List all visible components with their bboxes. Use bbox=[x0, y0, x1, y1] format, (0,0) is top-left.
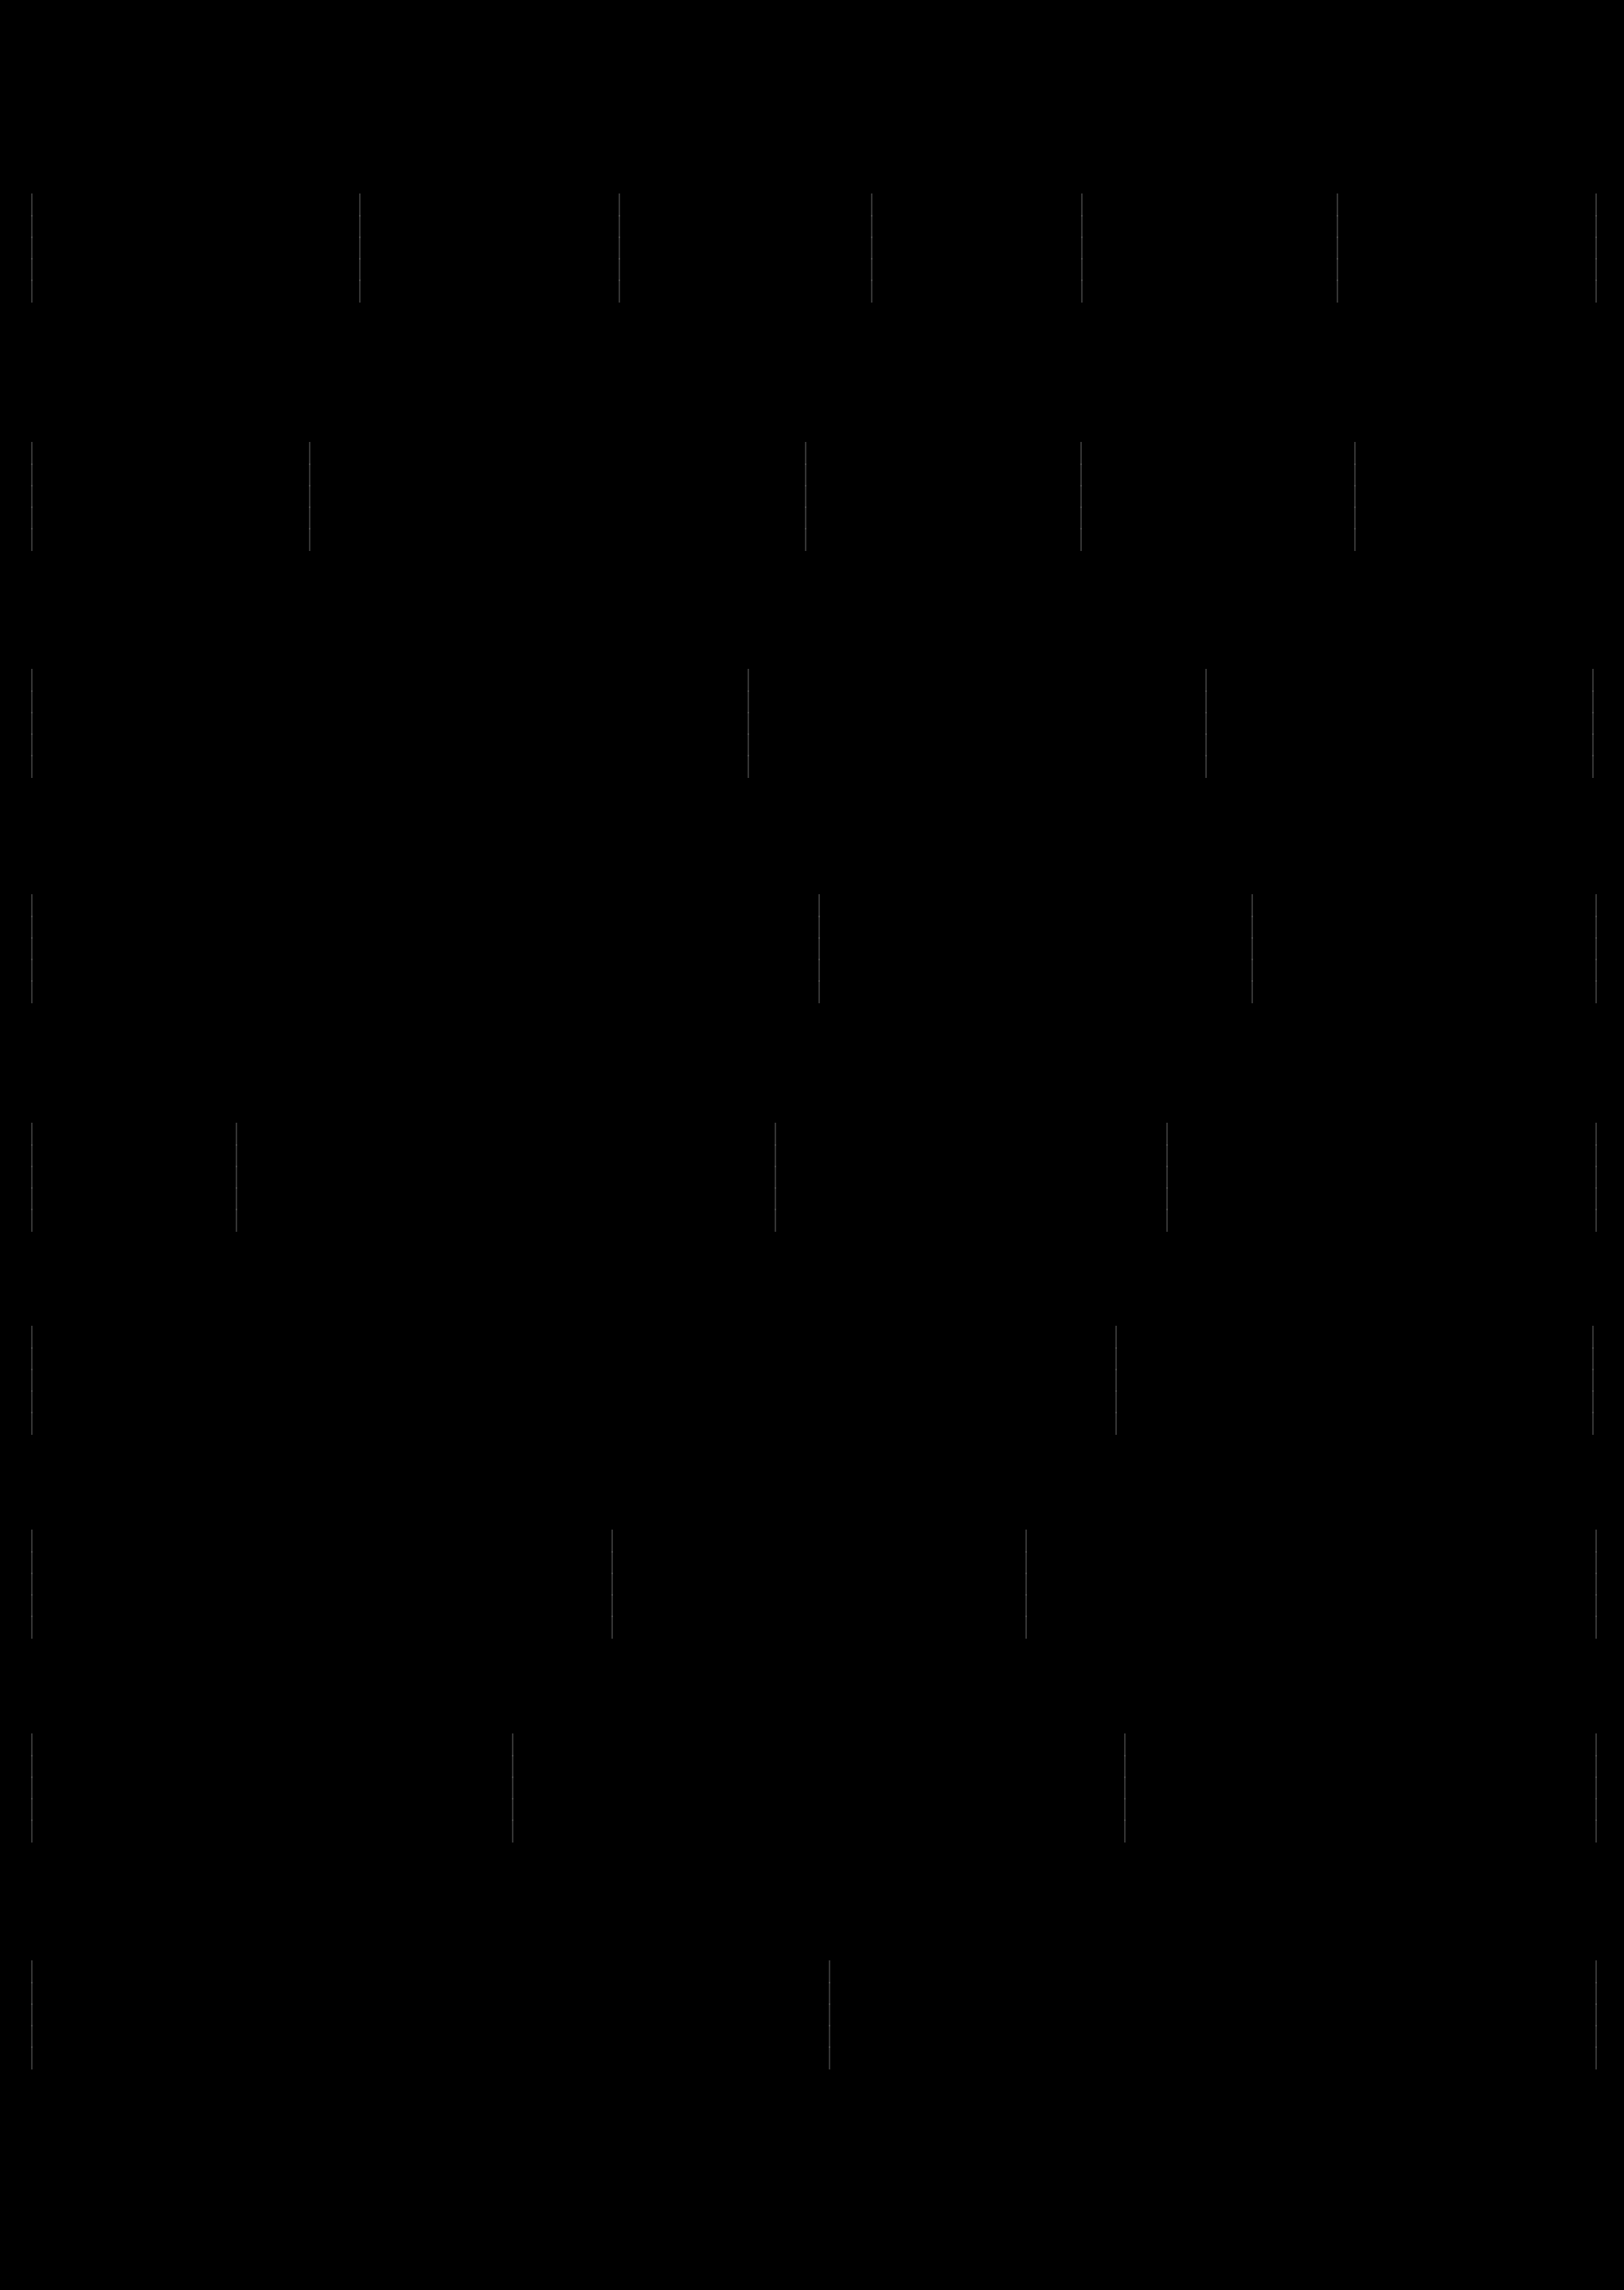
line-notch bbox=[31, 1776, 33, 1778]
line-notch bbox=[31, 215, 33, 217]
vertical-line bbox=[31, 894, 33, 1003]
line-notch bbox=[1081, 258, 1083, 260]
line-notch bbox=[1081, 236, 1083, 238]
line-notch bbox=[1251, 980, 1253, 982]
line-notch bbox=[236, 1187, 237, 1189]
line-notch bbox=[775, 1144, 776, 1146]
line-notch bbox=[31, 733, 33, 735]
line-notch bbox=[805, 528, 806, 530]
line-notch bbox=[1337, 215, 1338, 217]
vertical-line bbox=[871, 193, 873, 303]
line-notch bbox=[775, 1209, 776, 1210]
line-notch bbox=[611, 1551, 613, 1553]
line-notch bbox=[1251, 959, 1253, 960]
vertical-line bbox=[1080, 442, 1082, 551]
line-notch bbox=[1595, 1982, 1597, 1983]
line-notch bbox=[31, 528, 33, 530]
vertical-line bbox=[1595, 1960, 1597, 2069]
line-notch bbox=[1115, 1369, 1117, 1370]
vertical-line bbox=[31, 669, 33, 778]
line-notch bbox=[1354, 528, 1356, 530]
vertical-line bbox=[1595, 1733, 1597, 1843]
line-notch bbox=[31, 236, 33, 238]
line-notch bbox=[1205, 690, 1207, 692]
line-notch bbox=[1592, 1390, 1594, 1392]
line-notch bbox=[1595, 1594, 1597, 1596]
line-notch bbox=[1592, 1347, 1594, 1349]
line-notch bbox=[512, 1819, 513, 1821]
line-notch bbox=[31, 1819, 33, 1821]
line-notch bbox=[31, 1573, 33, 1574]
line-notch bbox=[775, 1187, 776, 1189]
vertical-line bbox=[31, 1326, 33, 1435]
line-notch bbox=[1080, 485, 1082, 487]
line-notch bbox=[1595, 937, 1597, 939]
vertical-line bbox=[1166, 1123, 1168, 1232]
line-notch bbox=[1592, 1412, 1594, 1413]
vertical-line bbox=[359, 193, 361, 303]
line-notch bbox=[1592, 733, 1594, 735]
line-notch bbox=[805, 506, 806, 508]
line-notch bbox=[748, 690, 749, 692]
vertical-line bbox=[748, 669, 749, 778]
line-notch bbox=[31, 1144, 33, 1146]
vertical-line bbox=[31, 193, 33, 303]
line-notch bbox=[1081, 279, 1083, 281]
line-notch bbox=[1595, 236, 1597, 238]
line-notch bbox=[31, 1347, 33, 1349]
line-notch bbox=[1595, 1551, 1597, 1553]
vertical-line bbox=[805, 442, 806, 551]
line-notch bbox=[1115, 1412, 1117, 1413]
line-notch bbox=[818, 916, 820, 917]
line-notch bbox=[1595, 258, 1597, 260]
vertical-line bbox=[512, 1733, 513, 1843]
line-notch bbox=[359, 215, 361, 217]
vertical-line bbox=[1124, 1733, 1126, 1843]
line-notch bbox=[1595, 2025, 1597, 2026]
vertical-line bbox=[31, 1530, 33, 1639]
line-notch bbox=[31, 258, 33, 260]
vertical-line bbox=[31, 1960, 33, 2069]
line-notch bbox=[31, 1166, 33, 1167]
line-notch bbox=[871, 215, 873, 217]
line-notch bbox=[31, 463, 33, 465]
vertical-line bbox=[1592, 1326, 1594, 1435]
line-notch bbox=[619, 279, 620, 281]
line-notch bbox=[31, 690, 33, 692]
line-notch bbox=[31, 1369, 33, 1370]
vertical-line bbox=[1595, 1123, 1597, 1232]
line-notch bbox=[1595, 916, 1597, 917]
line-notch bbox=[1166, 1187, 1168, 1189]
line-notch bbox=[619, 215, 620, 217]
line-notch bbox=[1595, 215, 1597, 217]
line-notch bbox=[611, 1616, 613, 1617]
vertical-line bbox=[818, 894, 820, 1003]
line-notch bbox=[1595, 959, 1597, 960]
line-notch bbox=[31, 1755, 33, 1757]
line-notch bbox=[31, 1616, 33, 1617]
line-notch bbox=[1595, 279, 1597, 281]
line-notch bbox=[1124, 1819, 1126, 1821]
line-notch bbox=[1595, 1144, 1597, 1146]
line-notch bbox=[1080, 528, 1082, 530]
line-notch bbox=[1595, 1776, 1597, 1778]
line-notch bbox=[359, 258, 361, 260]
line-notch bbox=[1205, 712, 1207, 713]
line-notch bbox=[1595, 1819, 1597, 1821]
line-notch bbox=[31, 1551, 33, 1553]
line-notch bbox=[818, 937, 820, 939]
vertical-line bbox=[619, 193, 620, 303]
line-notch bbox=[871, 279, 873, 281]
line-notch bbox=[1166, 1166, 1168, 1167]
line-notch bbox=[1592, 690, 1594, 692]
vertical-line bbox=[829, 1960, 830, 2069]
line-notch bbox=[31, 980, 33, 982]
line-notch bbox=[611, 1573, 613, 1574]
line-notch bbox=[1251, 937, 1253, 939]
line-notch bbox=[1081, 215, 1083, 217]
line-notch bbox=[1595, 1166, 1597, 1167]
line-notch bbox=[611, 1594, 613, 1596]
vertical-line bbox=[775, 1123, 776, 1232]
line-notch bbox=[309, 463, 310, 465]
line-notch bbox=[1595, 1209, 1597, 1210]
line-notch bbox=[805, 463, 806, 465]
line-notch bbox=[1025, 1594, 1027, 1596]
line-notch bbox=[1595, 1755, 1597, 1757]
line-notch bbox=[1337, 236, 1338, 238]
line-notch bbox=[512, 1755, 513, 1757]
line-notch bbox=[1115, 1390, 1117, 1392]
vertical-line bbox=[1354, 442, 1356, 551]
line-notch bbox=[1205, 755, 1207, 756]
line-notch bbox=[309, 485, 310, 487]
line-notch bbox=[31, 485, 33, 487]
line-notch bbox=[236, 1209, 237, 1210]
line-notch bbox=[1337, 279, 1338, 281]
line-notch bbox=[1025, 1551, 1027, 1553]
line-notch bbox=[1595, 1616, 1597, 1617]
line-notch bbox=[1354, 463, 1356, 465]
line-notch bbox=[31, 1187, 33, 1189]
line-notch bbox=[1205, 733, 1207, 735]
line-notch bbox=[1354, 506, 1356, 508]
line-notch bbox=[31, 1412, 33, 1413]
line-notch bbox=[1166, 1144, 1168, 1146]
vertical-line bbox=[1251, 894, 1253, 1003]
line-notch bbox=[829, 2046, 830, 2048]
vertical-line bbox=[1025, 1530, 1027, 1639]
line-notch bbox=[829, 1982, 830, 1983]
line-notch bbox=[1124, 1755, 1126, 1757]
line-notch bbox=[1595, 2046, 1597, 2048]
line-notch bbox=[1025, 1573, 1027, 1574]
line-notch bbox=[31, 1982, 33, 1983]
line-notch bbox=[1354, 485, 1356, 487]
line-notch bbox=[1251, 916, 1253, 917]
line-notch bbox=[1595, 980, 1597, 982]
line-notch bbox=[818, 980, 820, 982]
line-notch bbox=[805, 485, 806, 487]
line-notch bbox=[31, 506, 33, 508]
line-notch bbox=[829, 2003, 830, 2005]
line-notch bbox=[236, 1166, 237, 1167]
line-notch bbox=[619, 258, 620, 260]
line-notch bbox=[1595, 1798, 1597, 1800]
line-notch bbox=[1595, 1573, 1597, 1574]
line-notch bbox=[1080, 463, 1082, 465]
line-notch bbox=[1595, 2003, 1597, 2005]
line-notch bbox=[619, 236, 620, 238]
line-notch bbox=[1592, 1369, 1594, 1370]
line-notch bbox=[512, 1798, 513, 1800]
vertical-line bbox=[309, 442, 310, 551]
line-notch bbox=[31, 1798, 33, 1800]
line-notch bbox=[309, 506, 310, 508]
vertical-line bbox=[1592, 669, 1594, 778]
vertical-line bbox=[1337, 193, 1338, 303]
line-notch bbox=[748, 712, 749, 713]
line-notch bbox=[818, 959, 820, 960]
vertical-line bbox=[31, 1123, 33, 1232]
line-notch bbox=[359, 279, 361, 281]
vertical-line bbox=[1081, 193, 1083, 303]
line-notch bbox=[829, 2025, 830, 2026]
line-notch bbox=[31, 1594, 33, 1596]
line-notch bbox=[1166, 1209, 1168, 1210]
vertical-line bbox=[1595, 894, 1597, 1003]
vertical-line bbox=[1595, 193, 1597, 303]
line-notch bbox=[871, 258, 873, 260]
vertical-line bbox=[1595, 1530, 1597, 1639]
line-notch bbox=[236, 1144, 237, 1146]
line-notch bbox=[31, 1390, 33, 1392]
line-notch bbox=[1025, 1616, 1027, 1617]
vertical-line bbox=[31, 1733, 33, 1843]
line-notch bbox=[31, 755, 33, 756]
line-notch bbox=[31, 2046, 33, 2048]
line-notch bbox=[1592, 712, 1594, 713]
line-notch bbox=[31, 279, 33, 281]
line-notch bbox=[871, 236, 873, 238]
line-notch bbox=[748, 733, 749, 735]
line-notch bbox=[309, 528, 310, 530]
line-notch bbox=[1124, 1776, 1126, 1778]
line-notch bbox=[31, 937, 33, 939]
line-notch bbox=[359, 236, 361, 238]
line-notch bbox=[1080, 506, 1082, 508]
line-notch bbox=[31, 2003, 33, 2005]
line-notch bbox=[1124, 1798, 1126, 1800]
line-notch bbox=[1595, 1187, 1597, 1189]
line-notch bbox=[748, 755, 749, 756]
line-notch bbox=[31, 1209, 33, 1210]
vertical-line bbox=[31, 442, 33, 551]
line-notch bbox=[1337, 258, 1338, 260]
line-notch bbox=[1115, 1347, 1117, 1349]
line-notch bbox=[1592, 755, 1594, 756]
vertical-line bbox=[611, 1530, 613, 1639]
line-notch bbox=[31, 2025, 33, 2026]
line-notch bbox=[775, 1166, 776, 1167]
vertical-line bbox=[1205, 669, 1207, 778]
line-notch bbox=[31, 712, 33, 713]
vertical-line bbox=[236, 1123, 237, 1232]
vertical-line bbox=[1115, 1326, 1117, 1435]
line-notch bbox=[512, 1776, 513, 1778]
line-notch bbox=[31, 916, 33, 917]
line-notch bbox=[31, 959, 33, 960]
